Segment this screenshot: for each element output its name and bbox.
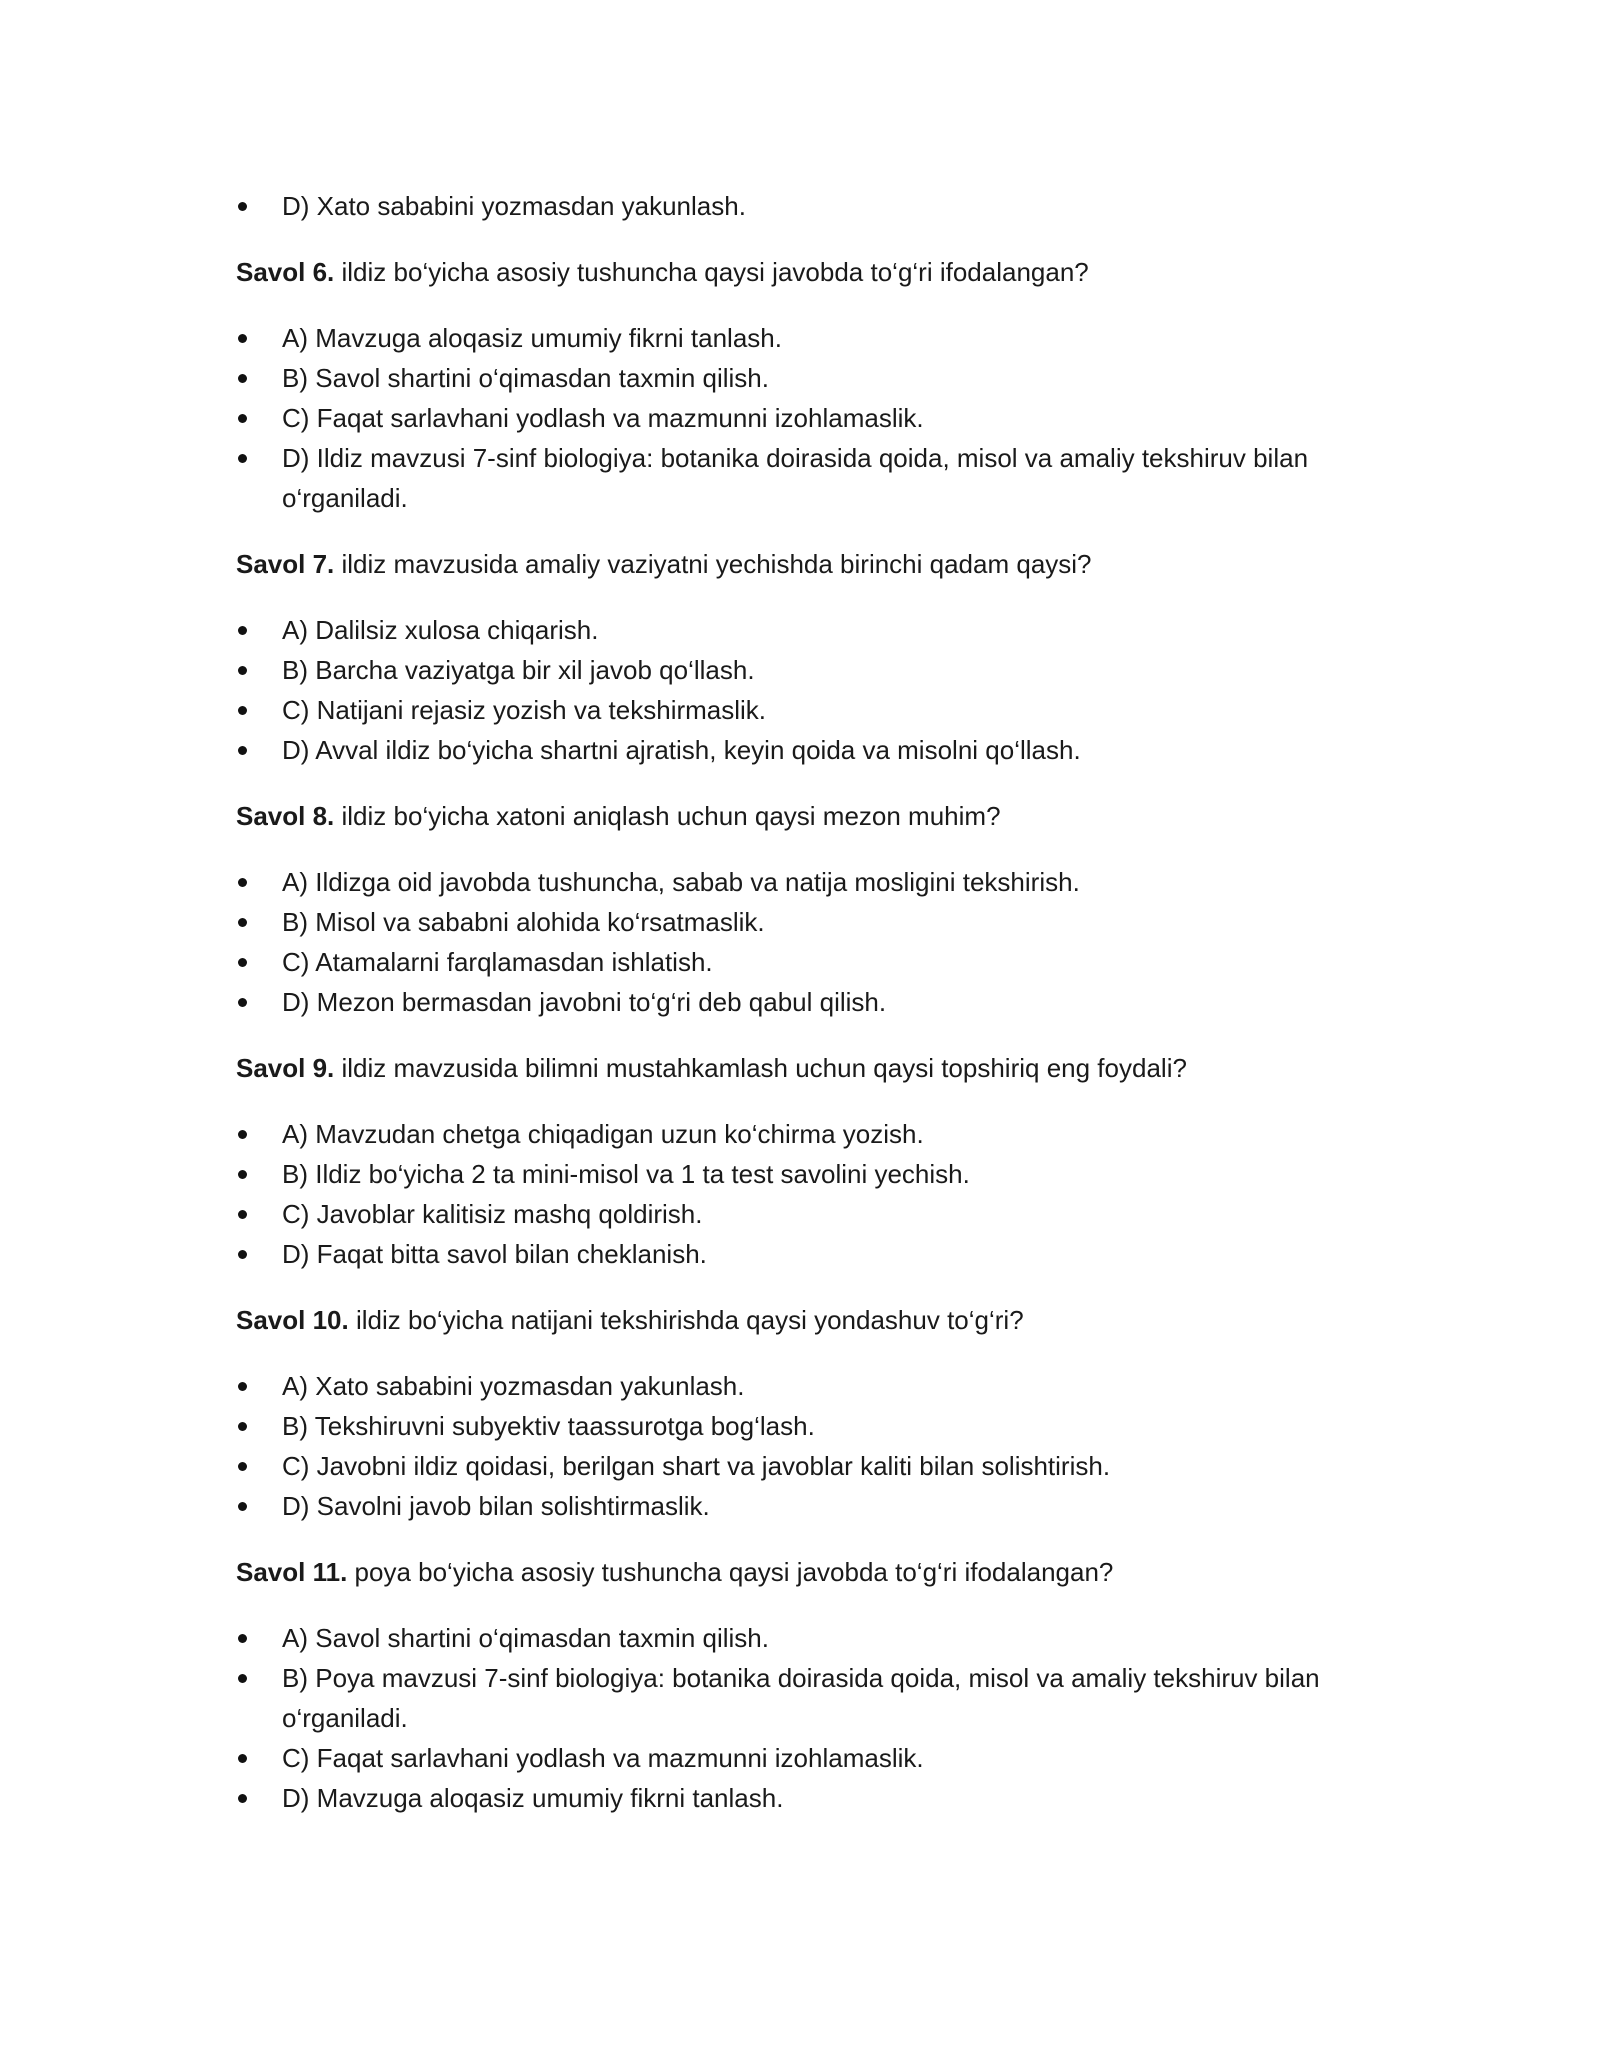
option-item [236, 862, 1366, 902]
option-text: B) Poya mavzusi 7-sinf biologiya: botanika doirasida qoida, misol va amaliy tekshiruv bilan o‘rganiladi. [282, 1663, 1320, 1733]
option-item [236, 942, 1366, 982]
option-list-q5 [236, 186, 1366, 226]
question-number: Savol 9. [236, 1053, 335, 1083]
option-text: D) Mezon bermasdan javobni to‘g‘ri deb qabul qilish. [282, 987, 887, 1017]
question-11 [236, 1552, 1366, 1592]
option-list-q6 [236, 318, 1366, 518]
option-item [236, 690, 1366, 730]
option-text: C) Javobni ildiz qoidasi, berilgan shart va javoblar kaliti bilan solishtirish. [282, 1451, 1111, 1481]
option-item [236, 730, 1366, 770]
option-item [236, 610, 1366, 650]
option-text: C) Atamalarni farqlamasdan ishlatish. [282, 947, 713, 977]
option-item [236, 1154, 1366, 1194]
option-text: A) Xato sababini yozmasdan yakunlash. [282, 1371, 745, 1401]
option-list-q8 [236, 862, 1366, 1022]
option-item [236, 438, 1366, 518]
option-text: D) Ildiz mavzusi 7-sinf biologiya: botanika doirasida qoida, misol va amaliy tekshiruv bilan o‘rganiladi. [282, 443, 1309, 513]
question-text: ildiz mavzusida amaliy vaziyatni yechishda birinchi qadam qaysi? [334, 549, 1092, 579]
option-text: D) Faqat bitta savol bilan cheklanish. [282, 1239, 707, 1269]
option-text: B) Savol shartini o‘qimasdan taxmin qilish. [282, 363, 769, 393]
question-number: Savol 10. [236, 1305, 349, 1335]
option-text: D) Savolni javob bilan solishtirmaslik. [282, 1491, 710, 1521]
question-10 [236, 1300, 1366, 1340]
question-number: Savol 7. [236, 549, 335, 579]
option-text: B) Barcha vaziyatga bir xil javob qo‘llash. [282, 655, 755, 685]
option-item [236, 902, 1366, 942]
question-text: ildiz mavzusida bilimni mustahkamlash uchun qaysi topshiriq eng foydali? [334, 1053, 1187, 1083]
option-item [236, 1406, 1366, 1446]
option-item [236, 1194, 1366, 1234]
option-text: A) Dalilsiz xulosa chiqarish. [282, 615, 599, 645]
option-list-q9 [236, 1114, 1366, 1274]
question-6 [236, 252, 1366, 292]
question-8 [236, 796, 1366, 836]
question-text: ildiz bo‘yicha xatoni aniqlash uchun qaysi mezon muhim? [334, 801, 1001, 831]
option-list-q11 [236, 1618, 1366, 1818]
question-9 [236, 1048, 1366, 1088]
option-item [236, 1486, 1366, 1526]
option-item [236, 1618, 1366, 1658]
option-text: C) Natijani rejasiz yozish va tekshirmaslik. [282, 695, 767, 725]
option-text: D) Avval ildiz bo‘yicha shartni ajratish, keyin qoida va misolni qo‘llash. [282, 735, 1081, 765]
option-item [236, 1234, 1366, 1274]
option-text: A) Savol shartini o‘qimasdan taxmin qilish. [282, 1623, 769, 1653]
option-item [236, 650, 1366, 690]
option-item [236, 318, 1366, 358]
option-item [236, 1114, 1366, 1154]
document-page [236, 186, 1366, 1818]
option-text: C) Faqat sarlavhani yodlash va mazmunni izohlamaslik. [282, 1743, 924, 1773]
option-item [236, 1778, 1366, 1818]
option-text: D) Mavzuga aloqasiz umumiy fikrni tanlash. [282, 1783, 784, 1813]
option-item [236, 1366, 1366, 1406]
option-list-q7 [236, 610, 1366, 770]
option-item [236, 1446, 1366, 1486]
question-text: poya bo‘yicha asosiy tushuncha qaysi javobda to‘g‘ri ifodalangan? [347, 1557, 1114, 1587]
option-text: B) Tekshiruvni subyektiv taassurotga bog‘lash. [282, 1411, 815, 1441]
option-text: A) Mavzuga aloqasiz umumiy fikrni tanlash. [282, 323, 782, 353]
option-text: B) Ildiz bo‘yicha 2 ta mini-misol va 1 ta test savolini yechish. [282, 1159, 970, 1189]
option-item [236, 358, 1366, 398]
option-text: A) Mavzudan chetga chiqadigan uzun ko‘chirma yozish. [282, 1119, 924, 1149]
option-item [236, 1738, 1366, 1778]
option-text: B) Misol va sababni alohida ko‘rsatmaslik. [282, 907, 765, 937]
question-text: ildiz bo‘yicha asosiy tushuncha qaysi javobda to‘g‘ri ifodalangan? [334, 257, 1089, 287]
option-text: D) Xato sababini yozmasdan yakunlash. [282, 191, 746, 221]
question-number: Savol 6. [236, 257, 335, 287]
question-text: ildiz bo‘yicha natijani tekshirishda qaysi yondashuv to‘g‘ri? [348, 1305, 1024, 1335]
question-number: Savol 8. [236, 801, 335, 831]
option-text: A) Ildizga oid javobda tushuncha, sabab va natija mosligini tekshirish. [282, 867, 1080, 897]
option-item [236, 982, 1366, 1022]
option-list-q10 [236, 1366, 1366, 1526]
option-item [236, 1658, 1366, 1738]
option-item [236, 398, 1366, 438]
option-text: C) Javoblar kalitisiz mashq qoldirish. [282, 1199, 703, 1229]
option-item [236, 186, 1366, 226]
option-text: C) Faqat sarlavhani yodlash va mazmunni izohlamaslik. [282, 403, 924, 433]
question-number: Savol 11. [236, 1557, 348, 1587]
question-7 [236, 544, 1366, 584]
